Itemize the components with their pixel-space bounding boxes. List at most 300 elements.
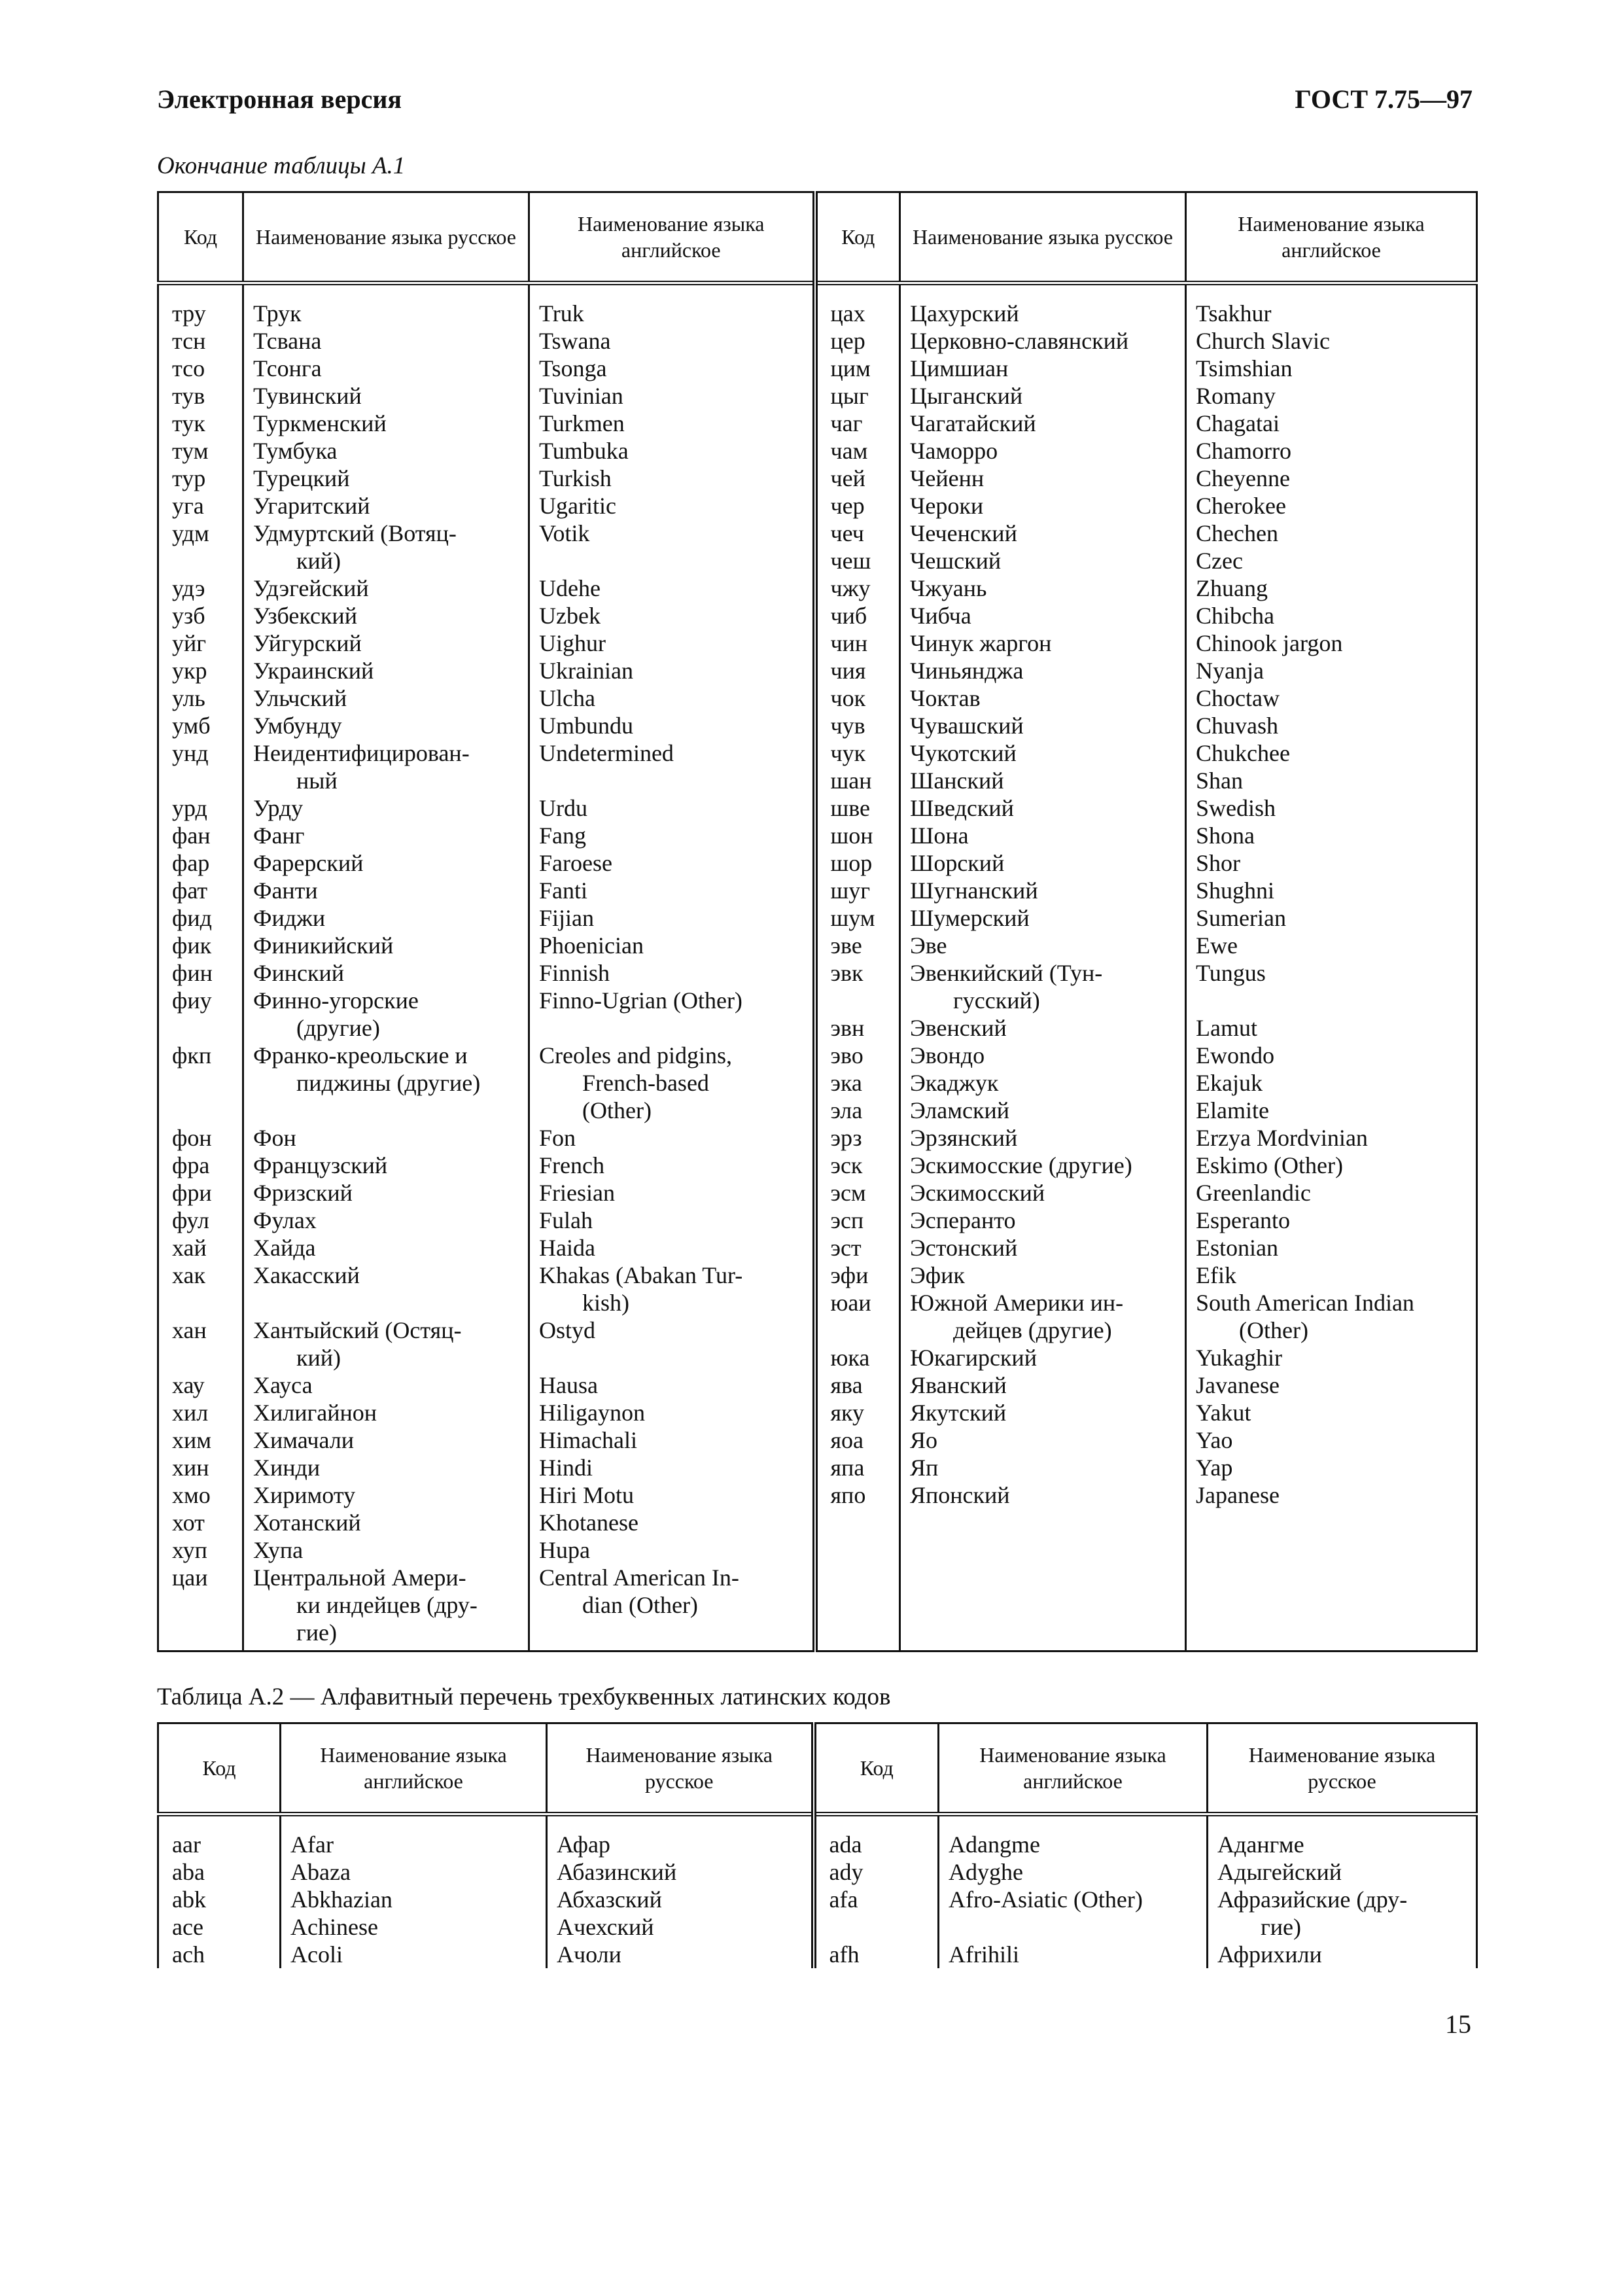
code-cell xyxy=(815,1509,900,1536)
name-cell: Ugaritic xyxy=(529,492,815,520)
code-cell: фид xyxy=(158,904,243,932)
code-cell: abk xyxy=(158,1886,281,1913)
code-cell: хай xyxy=(158,1234,243,1262)
name-cell: Удмуртский (Вотяц- xyxy=(243,520,529,547)
table-row xyxy=(158,1426,1477,1454)
name-cell: Japanese xyxy=(1186,1481,1477,1509)
name-cell: Цахурский xyxy=(900,283,1186,328)
name-cell: Чоктав xyxy=(900,684,1186,712)
name-cell: Udehe xyxy=(529,574,815,602)
table-row xyxy=(158,1509,1477,1536)
name-cell: Ulcha xyxy=(529,684,815,712)
code-cell: цыг xyxy=(815,382,900,410)
name-cell: Эскимосские (другие) xyxy=(900,1152,1186,1179)
name-cell: Acoli xyxy=(281,1941,547,1968)
code-cell: укр xyxy=(158,657,243,684)
code-cell: фри xyxy=(158,1179,243,1207)
code-cell: япо xyxy=(815,1481,900,1509)
name-cell: Шугнанский xyxy=(900,877,1186,904)
name-cell: Chechen xyxy=(1186,520,1477,547)
code-cell: ach xyxy=(158,1941,281,1968)
code-cell: юка xyxy=(815,1344,900,1371)
name-cell: Якутский xyxy=(900,1399,1186,1426)
table-row xyxy=(158,932,1477,959)
code-cell: чеч xyxy=(815,520,900,547)
code-cell: узб xyxy=(158,602,243,629)
name-cell: Tungus xyxy=(1186,959,1477,987)
name-cell: Urdu xyxy=(529,794,815,822)
name-cell: Finno-Ugrian (Other) xyxy=(529,987,815,1014)
name-cell xyxy=(243,1097,529,1124)
name-cell: Удэгейский xyxy=(243,574,529,602)
name-cell: Урду xyxy=(243,794,529,822)
code-cell: эск xyxy=(815,1152,900,1179)
code-cell xyxy=(815,1591,900,1619)
code-cell: умб xyxy=(158,712,243,739)
name-cell: Creoles and pidgins, xyxy=(529,1042,815,1069)
code-cell: эст xyxy=(815,1234,900,1262)
name-cell: Shona xyxy=(1186,822,1477,849)
name-cell: Shor xyxy=(1186,849,1477,877)
name-cell: Ukrainian xyxy=(529,657,815,684)
name-cell: Адыгейский xyxy=(1208,1858,1477,1886)
name-cell: Тумбука xyxy=(243,437,529,465)
name-cell: Javanese xyxy=(1186,1371,1477,1399)
header-right: ГОСТ 7.75—97 xyxy=(1295,84,1473,114)
name-cell: Faroese xyxy=(529,849,815,877)
name-cell: Finnish xyxy=(529,959,815,987)
code-cell: удэ xyxy=(158,574,243,602)
name-cell xyxy=(900,1509,1186,1536)
name-cell: Chuvash xyxy=(1186,712,1477,739)
name-cell: Turkmen xyxy=(529,410,815,437)
name-cell: Tuvinian xyxy=(529,382,815,410)
name-cell: Adyghe xyxy=(939,1858,1208,1886)
name-cell: Церковно-славянский xyxy=(900,327,1186,355)
name-cell: Estonian xyxy=(1186,1234,1477,1262)
name-cell: Хакасский xyxy=(243,1262,529,1289)
code-cell: удм xyxy=(158,520,243,547)
name-cell: Achinese xyxy=(281,1913,547,1941)
code-cell: фан xyxy=(158,822,243,849)
code-cell: ady xyxy=(814,1858,939,1886)
code-cell: эвк xyxy=(815,959,900,987)
code-cell: эве xyxy=(815,932,900,959)
name-cell: Fijian xyxy=(529,904,815,932)
name-cell: Abaza xyxy=(281,1858,547,1886)
name-cell xyxy=(1186,987,1477,1014)
name-cell: Чероки xyxy=(900,492,1186,520)
code-cell: шан xyxy=(815,767,900,794)
name-cell: Хантыйский (Остяц- xyxy=(243,1316,529,1344)
name-cell: Химачали xyxy=(243,1426,529,1454)
name-cell: Эламский xyxy=(900,1097,1186,1124)
name-cell: Эве xyxy=(900,932,1186,959)
name-cell: Чибча xyxy=(900,602,1186,629)
code-cell: чув xyxy=(815,712,900,739)
code-cell: хим xyxy=(158,1426,243,1454)
page-number: 15 xyxy=(1445,2009,1471,2039)
name-cell: кий) xyxy=(243,1344,529,1371)
code-cell: эрз xyxy=(815,1124,900,1152)
name-cell: Uzbek xyxy=(529,602,815,629)
column-header: Код xyxy=(814,1723,939,1814)
table-row xyxy=(158,959,1477,987)
name-cell: South American Indian xyxy=(1186,1289,1477,1316)
table-row xyxy=(158,1886,1477,1913)
name-cell xyxy=(529,1344,815,1371)
column-header: Наименование языка русское xyxy=(243,192,529,283)
code-cell: фон xyxy=(158,1124,243,1152)
code-cell: хан xyxy=(158,1316,243,1344)
table-row xyxy=(158,1234,1477,1262)
table-row xyxy=(158,987,1477,1014)
code-cell: чок xyxy=(815,684,900,712)
name-cell xyxy=(529,1014,815,1042)
code-cell xyxy=(815,1619,900,1651)
table-row xyxy=(158,1014,1477,1042)
code-cell: хил xyxy=(158,1399,243,1426)
code-cell: фар xyxy=(158,849,243,877)
code-cell: чин xyxy=(815,629,900,657)
name-cell: Fulah xyxy=(529,1207,815,1234)
code-cell: фин xyxy=(158,959,243,987)
name-cell: Адангме xyxy=(1208,1814,1477,1859)
name-cell: Чувашский xyxy=(900,712,1186,739)
name-cell: Финский xyxy=(243,959,529,987)
table2-caption: Таблица А.2 — Алфавитный перечень трехбуквенных латинских кодов xyxy=(157,1684,891,1710)
code-cell: тсн xyxy=(158,327,243,355)
name-cell: Undetermined xyxy=(529,739,815,767)
name-cell: Chibcha xyxy=(1186,602,1477,629)
name-cell xyxy=(939,1913,1208,1941)
name-cell: Шона xyxy=(900,822,1186,849)
column-header: Наименование языка русское xyxy=(900,192,1186,283)
column-header: Наименование языка английское xyxy=(1186,192,1477,283)
name-cell: Тувинский xyxy=(243,382,529,410)
code-cell xyxy=(158,1097,243,1124)
table-row xyxy=(158,629,1477,657)
name-cell: Votik xyxy=(529,520,815,547)
table-row xyxy=(158,1316,1477,1344)
name-cell: Японский xyxy=(900,1481,1186,1509)
code-cell: фик xyxy=(158,932,243,959)
table-row xyxy=(158,410,1477,437)
code-cell: afh xyxy=(814,1941,939,1968)
name-cell: Хайда xyxy=(243,1234,529,1262)
name-cell: Ostyd xyxy=(529,1316,815,1344)
name-cell: Church Slavic xyxy=(1186,327,1477,355)
name-cell: Turkish xyxy=(529,465,815,492)
name-cell: Erzya Mordvinian xyxy=(1186,1124,1477,1152)
name-cell: (Other) xyxy=(1186,1316,1477,1344)
table-row xyxy=(158,1941,1477,1968)
name-cell: гие) xyxy=(1208,1913,1477,1941)
name-cell: Финно-угорские xyxy=(243,987,529,1014)
code-cell xyxy=(814,1913,939,1941)
code-cell: чжу xyxy=(815,574,900,602)
code-cell: тум xyxy=(158,437,243,465)
code-cell: aba xyxy=(158,1858,281,1886)
code-cell xyxy=(815,1564,900,1591)
code-cell: шор xyxy=(815,849,900,877)
name-cell: Южной Америки ин- xyxy=(900,1289,1186,1316)
name-cell: Afrihili xyxy=(939,1941,1208,1968)
table-row xyxy=(158,1344,1477,1371)
table-row xyxy=(158,849,1477,877)
code-cell xyxy=(158,1014,243,1042)
code-cell: япа xyxy=(815,1454,900,1481)
code-cell: aar xyxy=(158,1814,281,1859)
code-cell: тур xyxy=(158,465,243,492)
name-cell: French xyxy=(529,1152,815,1179)
name-cell: Фризский xyxy=(243,1179,529,1207)
table-row xyxy=(158,547,1477,574)
name-cell: Африхили xyxy=(1208,1941,1477,1968)
table-row xyxy=(158,1814,1477,1859)
name-cell xyxy=(1186,1564,1477,1591)
code-cell: эсп xyxy=(815,1207,900,1234)
code-cell: эвн xyxy=(815,1014,900,1042)
code-cell: чук xyxy=(815,739,900,767)
code-cell xyxy=(158,1619,243,1651)
name-cell: Эвенский xyxy=(900,1014,1186,1042)
name-cell: Fanti xyxy=(529,877,815,904)
name-cell: дейцев (другие) xyxy=(900,1316,1186,1344)
name-cell: Truk xyxy=(529,283,815,328)
column-header: Наименование языка русское xyxy=(547,1723,814,1814)
name-cell: Уйгурский xyxy=(243,629,529,657)
name-cell: Afar xyxy=(281,1814,547,1859)
name-cell: Swedish xyxy=(1186,794,1477,822)
name-cell: Чукотский xyxy=(900,739,1186,767)
name-cell: Яванский xyxy=(900,1371,1186,1399)
name-cell: Ekajuk xyxy=(1186,1069,1477,1097)
name-cell: Efik xyxy=(1186,1262,1477,1289)
name-cell: Yukaghir xyxy=(1186,1344,1477,1371)
code-cell xyxy=(815,1536,900,1564)
name-cell: Туркменский xyxy=(243,410,529,437)
header-left: Электронная версия xyxy=(157,84,402,114)
name-cell: Umbundu xyxy=(529,712,815,739)
table-row xyxy=(158,1591,1477,1619)
name-cell: Эрзянский xyxy=(900,1124,1186,1152)
table-row xyxy=(158,657,1477,684)
code-cell xyxy=(158,1344,243,1371)
name-cell: Czec xyxy=(1186,547,1477,574)
name-cell: Чагатайский xyxy=(900,410,1186,437)
name-cell: Финикийский xyxy=(243,932,529,959)
code-cell: урд xyxy=(158,794,243,822)
code-cell: чиб xyxy=(815,602,900,629)
table-row xyxy=(158,1124,1477,1152)
table-row xyxy=(158,520,1477,547)
name-cell: Lamut xyxy=(1186,1014,1477,1042)
code-cell: чия xyxy=(815,657,900,684)
table-row xyxy=(158,1262,1477,1289)
name-cell: Яп xyxy=(900,1454,1186,1481)
name-cell: Tsakhur xyxy=(1186,283,1477,328)
name-cell: Хупа xyxy=(243,1536,529,1564)
name-cell xyxy=(1186,1509,1477,1536)
table-row xyxy=(158,1371,1477,1399)
name-cell: Фон xyxy=(243,1124,529,1152)
name-cell: Чеченский xyxy=(900,520,1186,547)
name-cell: Фанг xyxy=(243,822,529,849)
name-cell: Украинский xyxy=(243,657,529,684)
code-cell: хот xyxy=(158,1509,243,1536)
table-row xyxy=(158,767,1477,794)
name-cell: Эвенкийский (Тун- xyxy=(900,959,1186,987)
column-header: Код xyxy=(158,1723,281,1814)
code-cell: ява xyxy=(815,1371,900,1399)
code-cell: унд xyxy=(158,739,243,767)
name-cell: Phoenician xyxy=(529,932,815,959)
code-cell xyxy=(158,767,243,794)
code-cell: эво xyxy=(815,1042,900,1069)
name-cell: Shughni xyxy=(1186,877,1477,904)
table-row xyxy=(158,574,1477,602)
name-cell xyxy=(900,1564,1186,1591)
code-cell: чер xyxy=(815,492,900,520)
name-cell: Ewondo xyxy=(1186,1042,1477,1069)
table-row xyxy=(158,1179,1477,1207)
name-cell: Nyanja xyxy=(1186,657,1477,684)
table1-caption: Окончание таблицы А.1 xyxy=(157,152,406,179)
name-cell: Эвондо xyxy=(900,1042,1186,1069)
name-cell: Французский xyxy=(243,1152,529,1179)
name-cell: Чинук жаргон xyxy=(900,629,1186,657)
code-cell: чеш xyxy=(815,547,900,574)
code-cell: цер xyxy=(815,327,900,355)
code-cell: уйг xyxy=(158,629,243,657)
table-row xyxy=(158,1069,1477,1097)
code-cell: хуп xyxy=(158,1536,243,1564)
name-cell: Cheyenne xyxy=(1186,465,1477,492)
code-cell: тру xyxy=(158,283,243,328)
table-row xyxy=(158,1097,1477,1124)
name-cell: Sumerian xyxy=(1186,904,1477,932)
name-cell: Фулах xyxy=(243,1207,529,1234)
name-cell: kish) xyxy=(529,1289,815,1316)
name-cell: Трук xyxy=(243,283,529,328)
table-row xyxy=(158,1207,1477,1234)
name-cell: Шорский xyxy=(900,849,1186,877)
name-cell: Фиджи xyxy=(243,904,529,932)
name-cell: Цимшиан xyxy=(900,355,1186,382)
name-cell: Chukchee xyxy=(1186,739,1477,767)
column-header: Наименование языка русское xyxy=(1208,1723,1477,1814)
code-cell xyxy=(158,1591,243,1619)
table-row xyxy=(158,492,1477,520)
name-cell xyxy=(529,1619,815,1651)
name-cell xyxy=(900,1619,1186,1651)
table-row xyxy=(158,355,1477,382)
code-cell: шве xyxy=(815,794,900,822)
name-cell: Хинди xyxy=(243,1454,529,1481)
name-cell: French-based xyxy=(529,1069,815,1097)
name-cell: Fang xyxy=(529,822,815,849)
code-cell: эсм xyxy=(815,1179,900,1207)
code-cell xyxy=(815,1316,900,1344)
table-row xyxy=(158,1564,1477,1591)
table-row xyxy=(158,794,1477,822)
name-cell: Chagatai xyxy=(1186,410,1477,437)
name-cell: Chamorro xyxy=(1186,437,1477,465)
name-cell: Фанти xyxy=(243,877,529,904)
column-header: Код xyxy=(158,192,243,283)
code-cell: цаи xyxy=(158,1564,243,1591)
name-cell: Тсвана xyxy=(243,327,529,355)
name-cell: гие) xyxy=(243,1619,529,1651)
name-cell: Чейенн xyxy=(900,465,1186,492)
name-cell: Шанский xyxy=(900,767,1186,794)
name-cell: Zhuang xyxy=(1186,574,1477,602)
name-cell: Турецкий xyxy=(243,465,529,492)
code-cell: уль xyxy=(158,684,243,712)
table-row xyxy=(158,1042,1477,1069)
name-cell: Чаморро xyxy=(900,437,1186,465)
name-cell: Эстонский xyxy=(900,1234,1186,1262)
code-cell: эка xyxy=(815,1069,900,1097)
code-cell: фра xyxy=(158,1152,243,1179)
name-cell: (Other) xyxy=(529,1097,815,1124)
name-cell: Франко-креольские и xyxy=(243,1042,529,1069)
column-header: Наименование языка английское xyxy=(529,192,815,283)
code-cell: ada xyxy=(814,1814,939,1859)
name-cell: Choctaw xyxy=(1186,684,1477,712)
table-row xyxy=(158,1152,1477,1179)
name-cell: гусский) xyxy=(900,987,1186,1014)
name-cell: Чиньянджа xyxy=(900,657,1186,684)
code-cell: шум xyxy=(815,904,900,932)
code-cell: чей xyxy=(815,465,900,492)
name-cell: Ewe xyxy=(1186,932,1477,959)
code-cell: эла xyxy=(815,1097,900,1124)
name-cell: Hiri Motu xyxy=(529,1481,815,1509)
name-cell: Hupa xyxy=(529,1536,815,1564)
name-cell: Яо xyxy=(900,1426,1186,1454)
name-cell: кий) xyxy=(243,547,529,574)
column-header: Наименование языка английское xyxy=(281,1723,547,1814)
name-cell: Шумерский xyxy=(900,904,1186,932)
name-cell: Эфик xyxy=(900,1262,1186,1289)
table-a2 xyxy=(157,1722,1478,1968)
name-cell: Tsonga xyxy=(529,355,815,382)
name-cell: Абазинский xyxy=(547,1858,814,1886)
name-cell: Adangme xyxy=(939,1814,1208,1859)
name-cell: Esperanto xyxy=(1186,1207,1477,1234)
table-row xyxy=(158,382,1477,410)
name-cell: Афар xyxy=(547,1814,814,1859)
table-row xyxy=(158,465,1477,492)
table-a1-end xyxy=(157,191,1478,1652)
code-cell: afa xyxy=(814,1886,939,1913)
code-cell: фул xyxy=(158,1207,243,1234)
name-cell: Эскимосский xyxy=(900,1179,1186,1207)
table-row xyxy=(158,1454,1477,1481)
name-cell xyxy=(243,1289,529,1316)
name-cell: Ульчский xyxy=(243,684,529,712)
code-cell: тсо xyxy=(158,355,243,382)
code-cell: тук xyxy=(158,410,243,437)
code-cell: цим xyxy=(815,355,900,382)
code-cell: чам xyxy=(815,437,900,465)
name-cell: Afro-Asiatic (Other) xyxy=(939,1886,1208,1913)
name-cell: Юкагирский xyxy=(900,1344,1186,1371)
table-row xyxy=(158,1399,1477,1426)
name-cell xyxy=(900,1536,1186,1564)
